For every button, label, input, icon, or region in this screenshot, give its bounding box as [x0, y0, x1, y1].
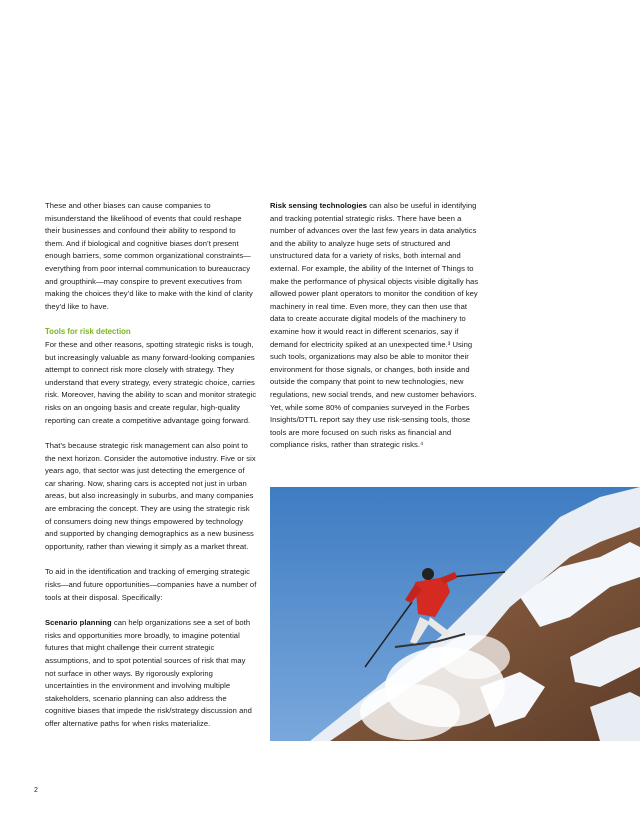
left-column	[45, 200, 257, 731]
body-paragraph: To aid in the identification and tracking of emerging strategic risks—and future opportunities—companies have a number of tools at their disposal. Specifically:	[45, 567, 257, 602]
paragraph-gap	[45, 427, 257, 440]
right-column	[270, 200, 484, 452]
snow-spray	[360, 684, 460, 740]
snow-spray	[440, 635, 510, 679]
body-paragraph	[45, 617, 257, 730]
skier-photo-illustration	[270, 487, 640, 741]
body-paragraph: For these and other reasons, spotting strategic risks is tough, but increasingly valuable as many forward-looking companies attempt to connect risk more closely with strategy. They understand that every strategy, every strategic choice, carries risk. Moreover, having the ability to scan and monitor strategic risks on an ongoing basis and create regular, high-quality reporting can create a competitive advantage going forward.	[45, 339, 257, 425]
body-paragraph: That’s because strategic risk management can also point to the next horizon. Consider the automotive industry. Five or six years ago, that sector was just detecting the emergence of car sharing. Now, sharing cars is accepted not just in urban areas, but also increasingly in suburbs, and many companies are embracing the concept. They are using the strategic risk of consumers doing new things empowered by technology and supported by changing demographics as a new business opportunity, rather than viewing it simply as a market threat.	[45, 441, 256, 551]
body-text: can also be useful in identifying and tracking potential strategic risks. There have been a number of advances over the last few years in data analytics and the ability to analyze huge sets of structured and unstructured data for a variety of risks, both internal and external. For example, the ability of the Internet of Things to make the performance of physical objects visible digitally has allowed power plant operators to monitor the condition of key machinery in real time. Even more, they can then use that data to create accurate digital models of the machinery to examine how it would react in different scenarios, say if demand for electricity spiked at an unexpected time.³ Using such tools, organizations may also be able to monitor their environment for those signals, or changes, both inside and outside the company that point to new technologies, new regulations, new social trends, and new customer behaviors. Yet, while some 80% of companies surveyed in the Forbes Insights/DTTL report say they use risk-sensing tools, those tools are more focused on such risks as financial and compliance risks, rather than strategic risks.⁴	[270, 201, 479, 450]
paragraph-gap	[45, 313, 257, 326]
skier-photo	[270, 487, 640, 741]
section-heading: Tools for risk detection	[45, 327, 131, 337]
body-paragraph: These and other biases can cause companies to misunderstand the likelihood of events that could reshape their businesses and confound their ability to respond to them. And if biological and cognitive biases don’t present enough barriers, some common organizational constraints—everything from poor internal communication to bureaucracy and groupthink—may conspire to prevent executives from making the choices they’d like to make with the kind of clarity they’d like to have.	[45, 201, 253, 311]
skier-helmet	[422, 568, 434, 580]
bold-lead-term: Risk sensing technologies	[270, 201, 368, 210]
paragraph-gap	[45, 553, 257, 566]
bold-lead-term: Scenario planning	[45, 618, 112, 628]
paragraph-gap	[45, 604, 257, 617]
body-paragraph	[270, 200, 484, 452]
body-text: can help organizations see a set of both risks and opportunities more broadly, to imagine potential futures that might challenge their current strategic assumptions, and to spot potential sources of risk that may not surface in other ways. By rigorously exploring uncertainties in the environment and involving multiple stakeholders, scenario planning can also address the cognitive biases that impede the risk/strategy discussion and offer alternative paths for when risks materialize.	[45, 618, 252, 728]
page-number: 2	[34, 787, 38, 794]
